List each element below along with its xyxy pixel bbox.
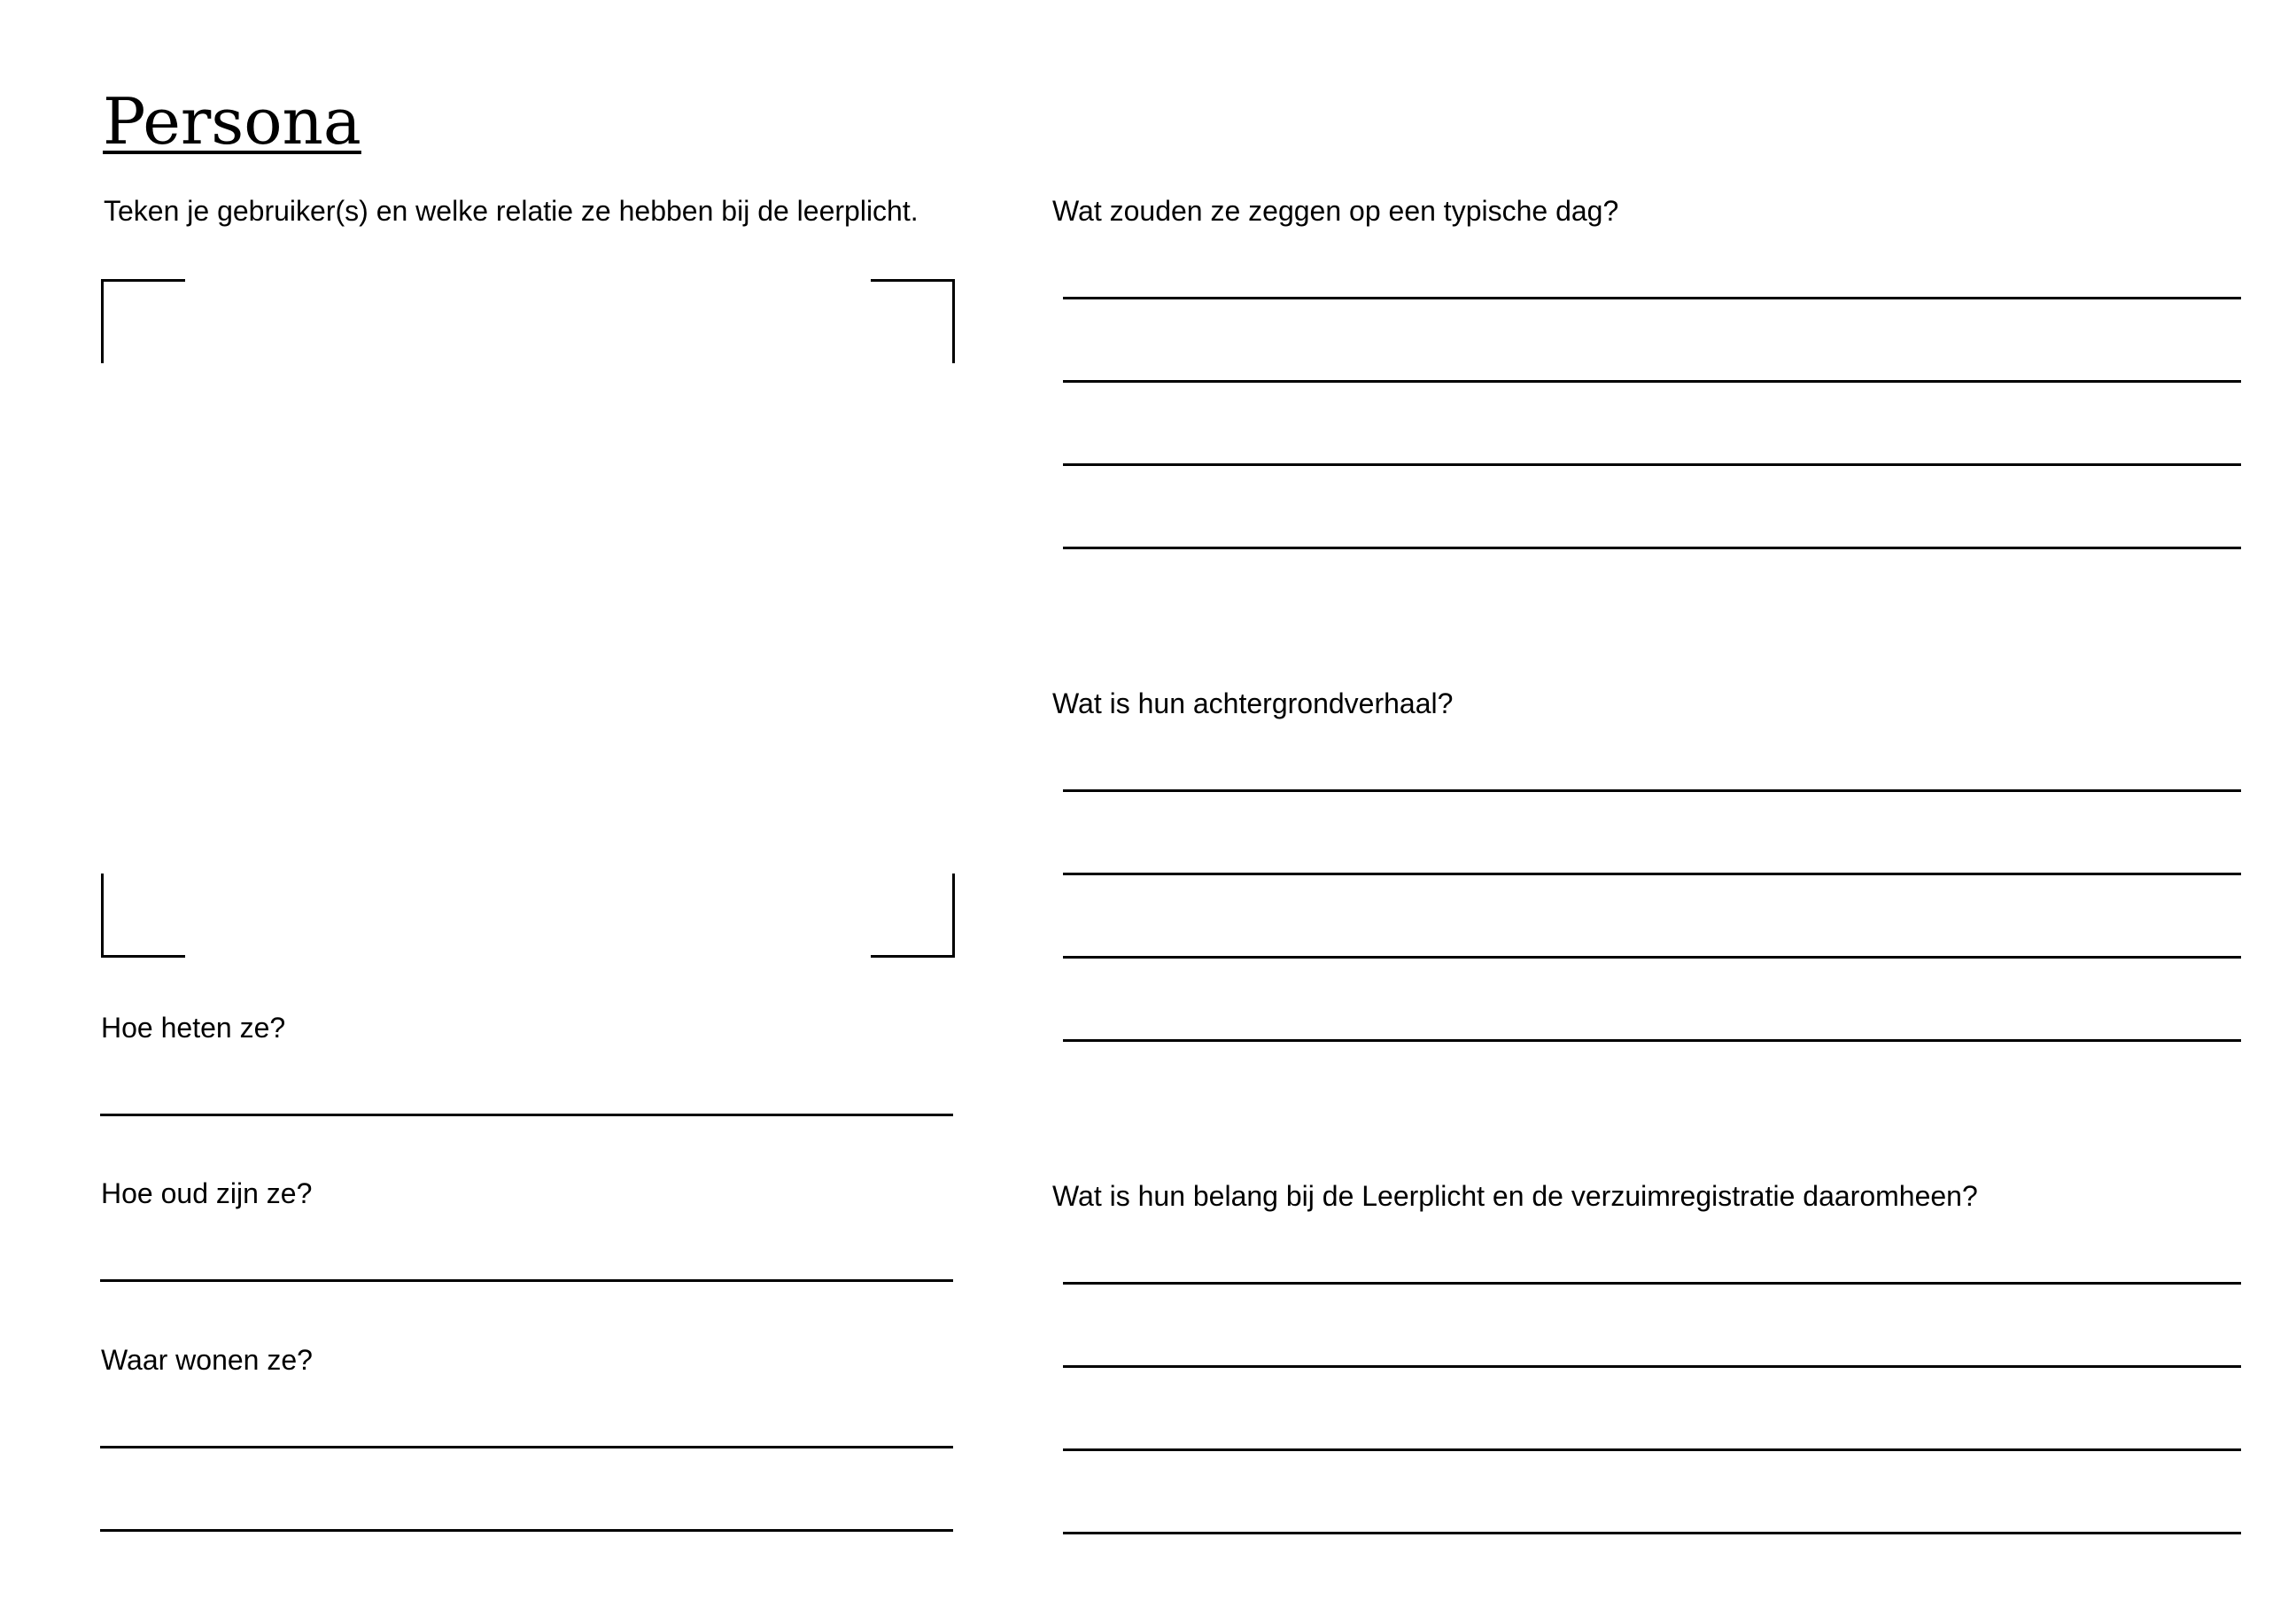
draw-prompt: Teken je gebruiker(s) en welke relatie ze hebben bij de leerplicht.: [104, 195, 919, 227]
drawing-area-corner-top-right: [871, 279, 955, 363]
interest-answer-line[interactable]: [1063, 1448, 2241, 1451]
typical-day-answer-line[interactable]: [1063, 297, 2241, 299]
page-title: Persona: [103, 84, 361, 159]
background-answer-line[interactable]: [1063, 789, 2241, 792]
location-question: Waar wonen ze?: [101, 1344, 313, 1376]
age-question: Hoe oud zijn ze?: [101, 1177, 313, 1209]
drawing-area-corner-bottom-left: [101, 874, 185, 958]
interest-answer-line[interactable]: [1063, 1282, 2241, 1285]
age-answer-line[interactable]: [100, 1279, 953, 1282]
background-answer-line[interactable]: [1063, 1039, 2241, 1042]
location-answer-line[interactable]: [100, 1446, 953, 1448]
typical-day-question: Wat zouden ze zeggen op een typische dag?: [1052, 195, 1619, 227]
background-question: Wat is hun achtergrondverhaal?: [1052, 687, 1454, 719]
location-answer-line[interactable]: [100, 1529, 953, 1532]
interest-answer-line[interactable]: [1063, 1365, 2241, 1368]
typical-day-answer-line[interactable]: [1063, 380, 2241, 383]
background-answer-line[interactable]: [1063, 873, 2241, 875]
name-answer-line[interactable]: [100, 1114, 953, 1116]
drawing-area-corner-bottom-right: [871, 874, 955, 958]
drawing-area-corner-top-left: [101, 279, 185, 363]
name-question: Hoe heten ze?: [101, 1012, 286, 1044]
typical-day-answer-line[interactable]: [1063, 547, 2241, 549]
interest-question: Wat is hun belang bij de Leerplicht en de verzuimregistratie daaromheen?: [1052, 1180, 1978, 1212]
interest-answer-line[interactable]: [1063, 1532, 2241, 1534]
background-answer-line[interactable]: [1063, 956, 2241, 959]
typical-day-answer-line[interactable]: [1063, 463, 2241, 466]
